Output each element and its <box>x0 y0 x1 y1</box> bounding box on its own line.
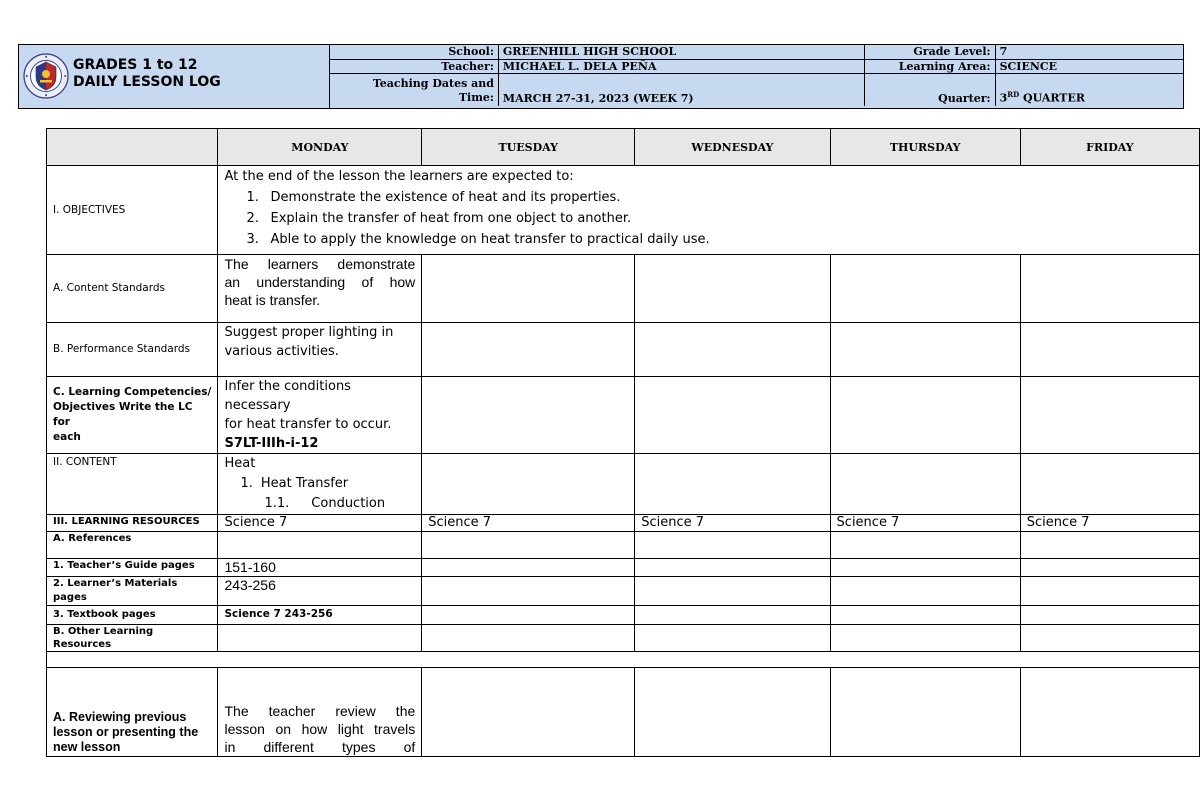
log-title <box>73 57 221 91</box>
lc-label-line-2: Objectives Write the LC for <box>53 401 193 428</box>
empty-cell <box>635 577 830 606</box>
review-line-3: in different types of <box>224 739 416 755</box>
cs-line-2: an understanding of how <box>224 274 416 290</box>
objectives-label: I. OBJECTIVES <box>47 166 218 255</box>
dates-label-line-1: Teaching Dates and <box>372 77 494 90</box>
empty-cell <box>422 668 635 757</box>
empty-cell <box>635 668 830 757</box>
empty-cell <box>635 625 830 652</box>
content-sub-number: 1. <box>240 476 253 491</box>
corner-cell <box>47 129 218 166</box>
grade-value: 7 <box>995 45 1183 59</box>
content-sub <box>224 474 415 494</box>
content-sub-text: Heat Transfer <box>260 476 349 491</box>
objective-item <box>224 187 1193 208</box>
content-subsub-text: Conduction <box>311 496 386 511</box>
day-tuesday: TUESDAY <box>422 129 635 166</box>
review-label-line-2: lesson or presenting the <box>53 725 199 739</box>
header-info-table <box>329 45 1183 106</box>
empty-cell <box>1020 255 1199 323</box>
empty-cell <box>422 559 635 577</box>
ps-line-1: Suggest proper lighting in <box>224 325 394 340</box>
lc-line-1: Infer the conditions necessary <box>224 379 351 413</box>
empty-cell <box>830 323 1020 377</box>
objective-number: 1. <box>246 190 259 205</box>
objectives-content <box>218 166 1200 255</box>
spacer-cell <box>47 652 1200 668</box>
competencies-label <box>47 377 218 454</box>
title-line-2: DAILY LESSON LOG <box>73 74 221 90</box>
learners-materials-label: 2. Learner’s Materials pages <box>47 577 218 606</box>
other-resources-row <box>47 625 1200 652</box>
teacher-value: MICHAEL L. DELA PEÑA <box>498 59 864 73</box>
cs-line-3: heat is transfer. <box>224 292 321 308</box>
quarter-label: Quarter: <box>864 73 995 106</box>
empty-cell <box>830 625 1020 652</box>
quarter-word: QUARTER <box>1022 92 1086 105</box>
empty-cell <box>830 255 1020 323</box>
school-value: GREENHILL HIGH SCHOOL <box>498 45 864 59</box>
empty-cell <box>830 377 1020 454</box>
textbook-pages: Science 7 243-256 <box>218 606 422 625</box>
title-line-1: GRADES 1 to 12 <box>73 57 198 73</box>
review-line-2: lesson on how light travels <box>224 721 416 737</box>
empty-cell <box>635 532 830 559</box>
resource-wednesday: Science 7 <box>635 515 830 532</box>
textbook-label: 3. Textbook pages <box>47 606 218 625</box>
lc-label-line-3: each <box>53 431 81 443</box>
content-topic: Heat <box>224 456 256 471</box>
review-label-line-1: A. Reviewing previous <box>53 710 187 724</box>
empty-cell <box>830 668 1020 757</box>
empty-cell <box>1020 323 1199 377</box>
dates-label-line-2: Time: <box>458 91 494 104</box>
performance-standards-label: B. Performance Standards <box>47 323 218 377</box>
objective-text: Able to apply the knowledge on heat transfer to practical daily use. <box>270 232 710 247</box>
day-header-row <box>47 129 1200 166</box>
references-row <box>47 532 1200 559</box>
dates-value: MARCH 27-31, 2023 (WEEK 7) <box>498 73 864 106</box>
empty-cell <box>218 625 422 652</box>
empty-cell <box>422 606 635 625</box>
area-value: SCIENCE <box>995 59 1183 73</box>
resources-label: III. LEARNING RESOURCES <box>47 515 218 532</box>
quarter-suffix: RD <box>1007 90 1020 100</box>
content-standards-row <box>47 255 1200 323</box>
cs-line-1: The learners demonstrate <box>224 256 416 272</box>
objective-item <box>224 208 1193 229</box>
learners-materials-pages: 243-256 <box>218 577 422 606</box>
header-block <box>18 44 1184 109</box>
objective-item <box>224 229 1193 250</box>
empty-cell <box>422 255 635 323</box>
review-line-1: The teacher review the <box>224 703 416 719</box>
performance-standards-row <box>47 323 1200 377</box>
competencies-row <box>47 377 1200 454</box>
resource-thursday: Science 7 <box>830 515 1020 532</box>
review-lesson-row <box>47 668 1200 757</box>
empty-cell <box>635 454 830 515</box>
empty-cell <box>830 559 1020 577</box>
deped-seal-icon <box>23 53 69 99</box>
resources-row <box>47 515 1200 532</box>
empty-cell <box>422 532 635 559</box>
lc-line-2: for heat transfer to occur. <box>224 417 392 432</box>
review-label-line-3: new lesson <box>53 740 121 754</box>
header-title-area <box>19 45 330 108</box>
references-label: A. References <box>47 532 218 559</box>
quarter-value <box>995 73 1183 106</box>
objective-text: Demonstrate the existence of heat and its properties. <box>270 190 621 205</box>
day-thursday: THURSDAY <box>830 129 1020 166</box>
day-wednesday: WEDNESDAY <box>635 129 830 166</box>
textbook-row <box>47 606 1200 625</box>
empty-cell <box>422 625 635 652</box>
area-label: Learning Area: <box>864 59 995 73</box>
teacher-label: Teacher: <box>330 59 499 73</box>
empty-cell <box>422 323 635 377</box>
content-row <box>47 454 1200 515</box>
learners-materials-row <box>47 577 1200 606</box>
ps-line-2: various activities. <box>224 344 339 359</box>
objective-number: 2. <box>246 211 259 226</box>
empty-cell <box>1020 532 1199 559</box>
content-standards-monday <box>218 255 422 323</box>
lc-code: S7LT-IIIh-i-12 <box>224 436 319 451</box>
empty-cell <box>1020 577 1199 606</box>
content-monday <box>218 454 422 515</box>
school-label: School: <box>330 45 499 59</box>
empty-cell <box>635 255 830 323</box>
empty-cell <box>830 577 1020 606</box>
lesson-log-table <box>46 128 1200 757</box>
resource-tuesday: Science 7 <box>422 515 635 532</box>
empty-cell <box>1020 668 1199 757</box>
empty-cell <box>422 577 635 606</box>
empty-cell <box>635 377 830 454</box>
resource-monday: Science 7 <box>218 515 422 532</box>
review-lesson-label <box>47 668 218 757</box>
competencies-monday <box>218 377 422 454</box>
objectives-row <box>47 166 1200 255</box>
empty-cell <box>1020 377 1199 454</box>
lc-label-line-1: C. Learning Competencies/ <box>53 386 212 398</box>
empty-cell <box>635 606 830 625</box>
empty-cell <box>218 532 422 559</box>
day-monday: MONDAY <box>218 129 422 166</box>
teachers-guide-row <box>47 559 1200 577</box>
resource-friday: Science 7 <box>1020 515 1199 532</box>
grade-label: Grade Level: <box>864 45 995 59</box>
empty-cell <box>1020 625 1199 652</box>
content-subsub <box>224 494 415 514</box>
empty-cell <box>422 377 635 454</box>
empty-cell <box>635 323 830 377</box>
empty-cell <box>830 454 1020 515</box>
content-label: II. CONTENT <box>47 454 218 515</box>
objective-number: 3. <box>246 232 259 247</box>
quarter-number: 3 <box>999 92 1008 105</box>
content-standards-label: A. Content Standards <box>47 255 218 323</box>
empty-cell <box>422 454 635 515</box>
teachers-guide-label: 1. Teacher’s Guide pages <box>47 559 218 577</box>
teachers-guide-pages: 151-160 <box>218 559 422 577</box>
empty-cell <box>1020 454 1199 515</box>
empty-cell <box>635 559 830 577</box>
review-lesson-monday <box>218 668 422 757</box>
objective-text: Explain the transfer of heat from one object to another. <box>270 211 632 226</box>
dates-label <box>330 73 499 106</box>
empty-cell <box>830 532 1020 559</box>
content-subsub-number: 1.1. <box>264 496 290 511</box>
day-friday: FRIDAY <box>1020 129 1199 166</box>
empty-cell <box>1020 606 1199 625</box>
empty-cell <box>830 606 1020 625</box>
spacer-row <box>47 652 1200 668</box>
empty-cell <box>1020 559 1199 577</box>
other-resources-label: B. Other Learning Resources <box>47 625 218 652</box>
objectives-intro: At the end of the lesson the learners are expected to: <box>224 169 574 184</box>
performance-standards-monday <box>218 323 422 377</box>
